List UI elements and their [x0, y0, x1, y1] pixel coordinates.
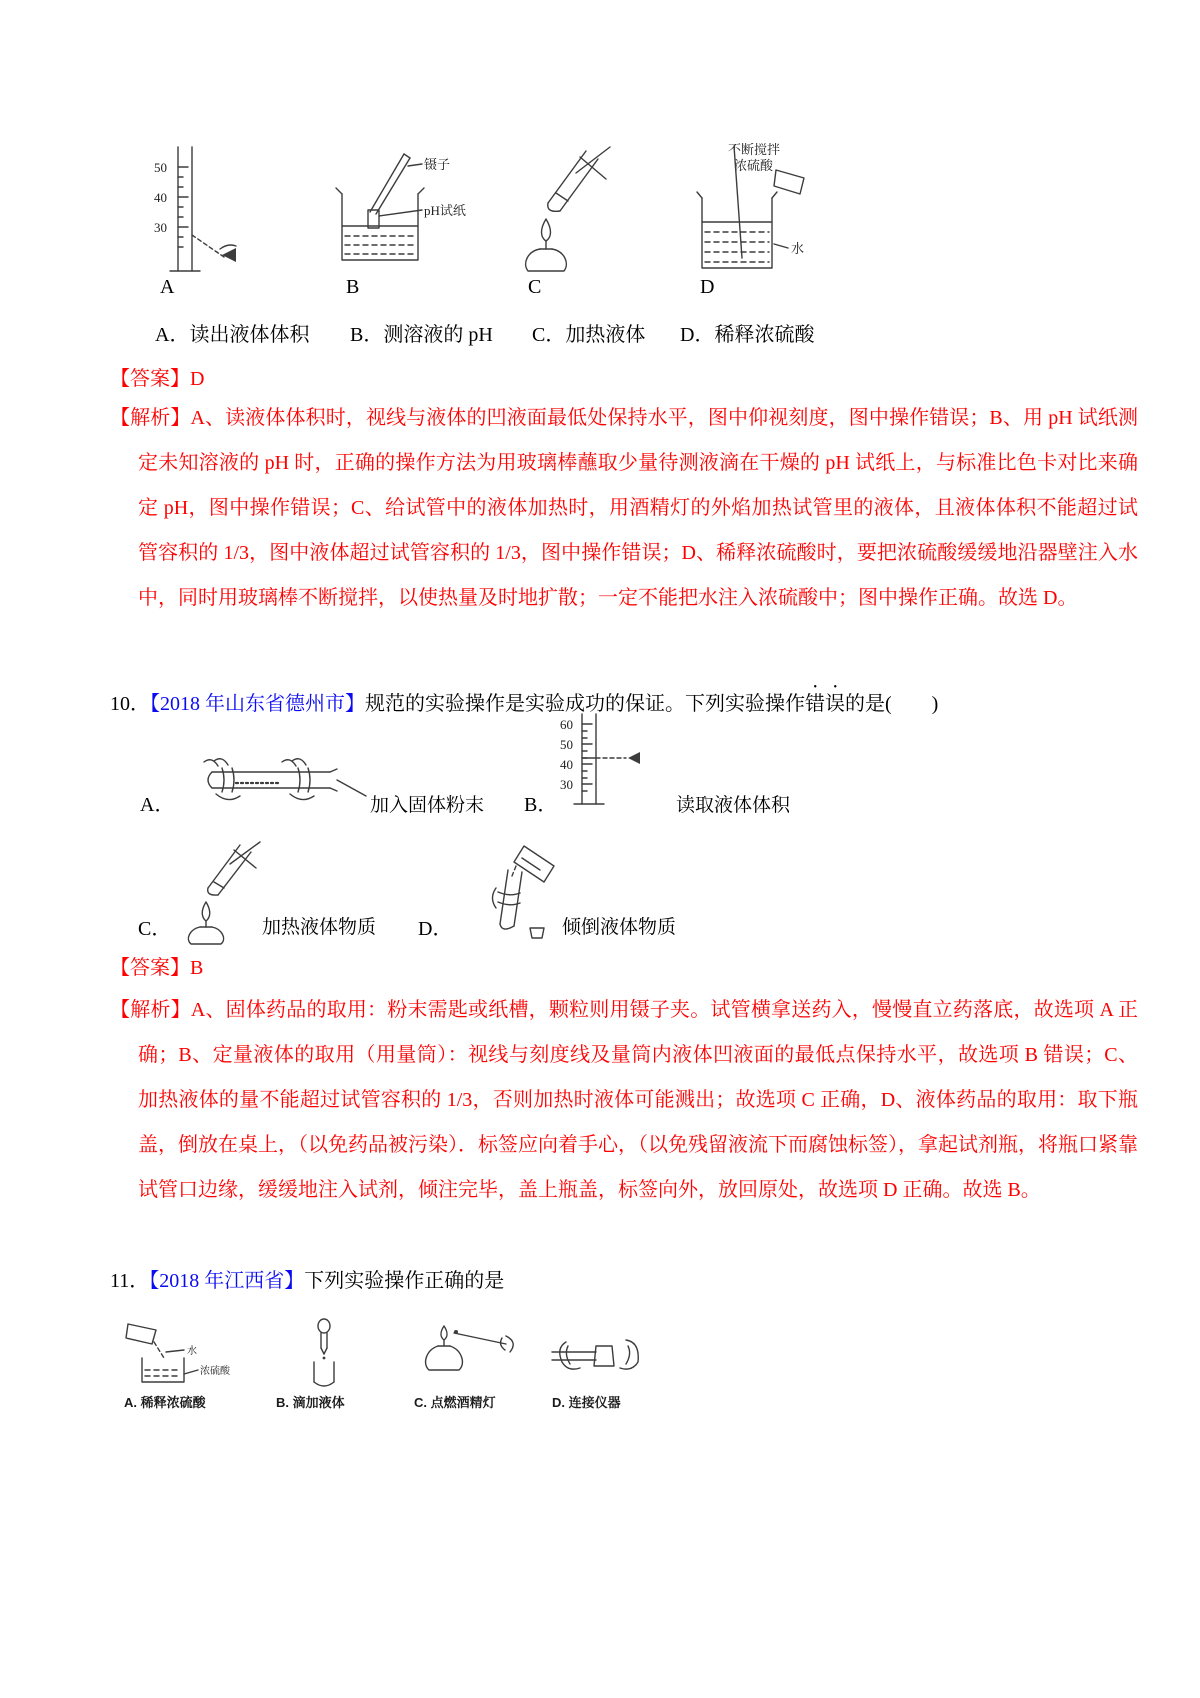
q9-option-a: A．读出液体体积: [155, 324, 310, 346]
eye-icon: [222, 248, 236, 262]
q10-question-emphasized: 错误: [805, 693, 845, 715]
read-volume-diagram-2: [552, 712, 647, 814]
q10-analysis-text: A、固体药品的取用：粉末需匙或纸槽，颗粒则用镊子夹。试管横拿送药入，慢慢直立药落底，故选项 A 正确；B、定量液体的取用（用量筒）：视线与刻度线及量筒内液体凹液面的最低点保持水平，故选项 B 错误；C、加热液体的量不能超过试管容积的 1/3，否则加热时液体可能溅出；故选项 C 正确，D、液体药品的取用：取下瓶盖，倒放在桌上，（以免药品被污染）．标签应向着手心，（以免残留液流下而腐蚀标签），拿起试剂瓶，将瓶口紧靠试管口边缘，缓缓地注入试剂，倾注完毕，盖上瓶盖，标签向外，放回原处，故选项 D 正确。故选 B。: [138, 999, 1138, 1201]
q11-caption-d: D. 连接仪器: [552, 1395, 621, 1410]
q10-analysis: [110, 988, 1138, 1213]
q9-figure-label-c: C: [528, 276, 542, 298]
drop-liquid-mini-diagram: [262, 1318, 372, 1390]
q10-option-c-letter: C．: [138, 918, 172, 940]
q11-acid-label: 浓硫酸: [200, 1366, 230, 1377]
scale-50: 50: [154, 160, 167, 175]
add-solid-powder-diagram: [178, 752, 368, 810]
q10-question-pre: 规范的实验操作是实验成功的保证。下列实验操作: [365, 693, 805, 715]
q10-option-d-letter: D．: [418, 918, 453, 940]
q11-caption-c: C. 点燃酒精灯: [414, 1395, 496, 1410]
eye-icon: [628, 752, 640, 764]
dilute-acid-diagram: [678, 140, 813, 280]
q10-analysis-label: 【解析】: [110, 999, 191, 1021]
pour-liquid-diagram: [472, 840, 567, 945]
q9-answer-value: D: [190, 368, 205, 390]
q9-figure-label-a: A: [160, 276, 175, 298]
q9-figure-label-b: B: [346, 276, 360, 298]
scale-40: 40: [560, 757, 573, 772]
scale-60: 60: [560, 717, 573, 732]
heat-liquid-diagram: [502, 145, 617, 277]
connect-apparatus-mini-diagram: [538, 1318, 663, 1390]
q10-source: 【2018 年山东省德州市】: [150, 693, 365, 715]
q9-option-d: D．稀释浓硫酸: [680, 324, 815, 346]
q9-option-c: C．加热液体: [532, 324, 646, 346]
stir-label: 不断搅拌: [728, 142, 781, 157]
scale-50: 50: [560, 737, 573, 752]
read-volume-diagram: [148, 145, 243, 280]
ph-test-diagram: [318, 150, 473, 275]
scale-30: 30: [560, 777, 573, 792]
q9-figure-label-d: D: [700, 276, 715, 298]
acid-label: 浓硫酸: [734, 158, 774, 173]
q10-option-c-caption: 加热液体物质: [262, 917, 377, 938]
ph-paper-label: pH试纸: [424, 203, 466, 218]
q9-analysis: [110, 396, 1138, 621]
q9-answer-label: 【答案】: [110, 368, 190, 390]
light-lamp-mini-diagram: [398, 1318, 523, 1390]
q9-answer-line: [110, 366, 204, 392]
q11-number: 11．: [110, 1270, 150, 1292]
water-label: 水: [791, 241, 805, 256]
q10-number: 10．: [110, 693, 150, 715]
q9-analysis-label: 【解析】: [110, 407, 191, 429]
q11-source: 【2018 年江西省】: [149, 1270, 305, 1292]
q10-option-a-caption: 加入固体粉末: [370, 795, 485, 816]
scale-30: 30: [154, 220, 167, 235]
q10-answer-value: B: [190, 957, 204, 979]
heat-liquid-diagram-2: [168, 840, 268, 946]
tweezers-label: 镊子: [424, 157, 451, 172]
q10-answer-line: [110, 955, 203, 981]
q10-option-b-caption: 读取液体体积: [676, 795, 791, 816]
q9-analysis-text: A、读液体体积时，视线与液体的凹液面最低处保持水平，图中仰视刻度，图中操作错误；B、用 pH 试纸测定未知溶液的 pH 时，正确的操作方法为用玻璃棒蘸取少量待测液滴在干燥的 pH 试纸上，与标准比色卡对比来确定 pH，图中操作错误；C、给试管中的液体加热时，用酒精灯的外焰加热试管里的液体，且液体体积不能超过试管容积的 1/3，图中液体超过试管容积的 1/3，图中操作错误；D、稀释浓硫酸时，要把浓硫酸缓缓地沿器壁注入水中，同时用玻璃棒不断搅拌，以使热量及时地扩散；一定不能把水注入浓硫酸中；图中操作正确。故选 D。: [138, 407, 1138, 609]
q10-option-b-letter: B．: [524, 794, 558, 816]
q11-caption-a: A. 稀释浓硫酸: [124, 1395, 206, 1410]
q10-option-d-caption: 倾倒液体物质: [562, 917, 677, 938]
q10-answer-label: 【答案】: [110, 957, 190, 979]
q11-caption-b: B. 滴加液体: [276, 1395, 345, 1410]
q11-heading: [110, 1268, 1120, 1294]
dilute-acid-mini-diagram: [112, 1318, 242, 1390]
q9-option-b: B．测溶液的 pH: [350, 324, 493, 346]
q10-option-a-letter: A．: [140, 794, 175, 816]
scale-40: 40: [154, 190, 167, 205]
q11-water-label: 水: [187, 1346, 197, 1357]
q10-question-post: 的是( ): [845, 693, 939, 715]
q11-question: 下列实验操作正确的是: [304, 1270, 505, 1292]
